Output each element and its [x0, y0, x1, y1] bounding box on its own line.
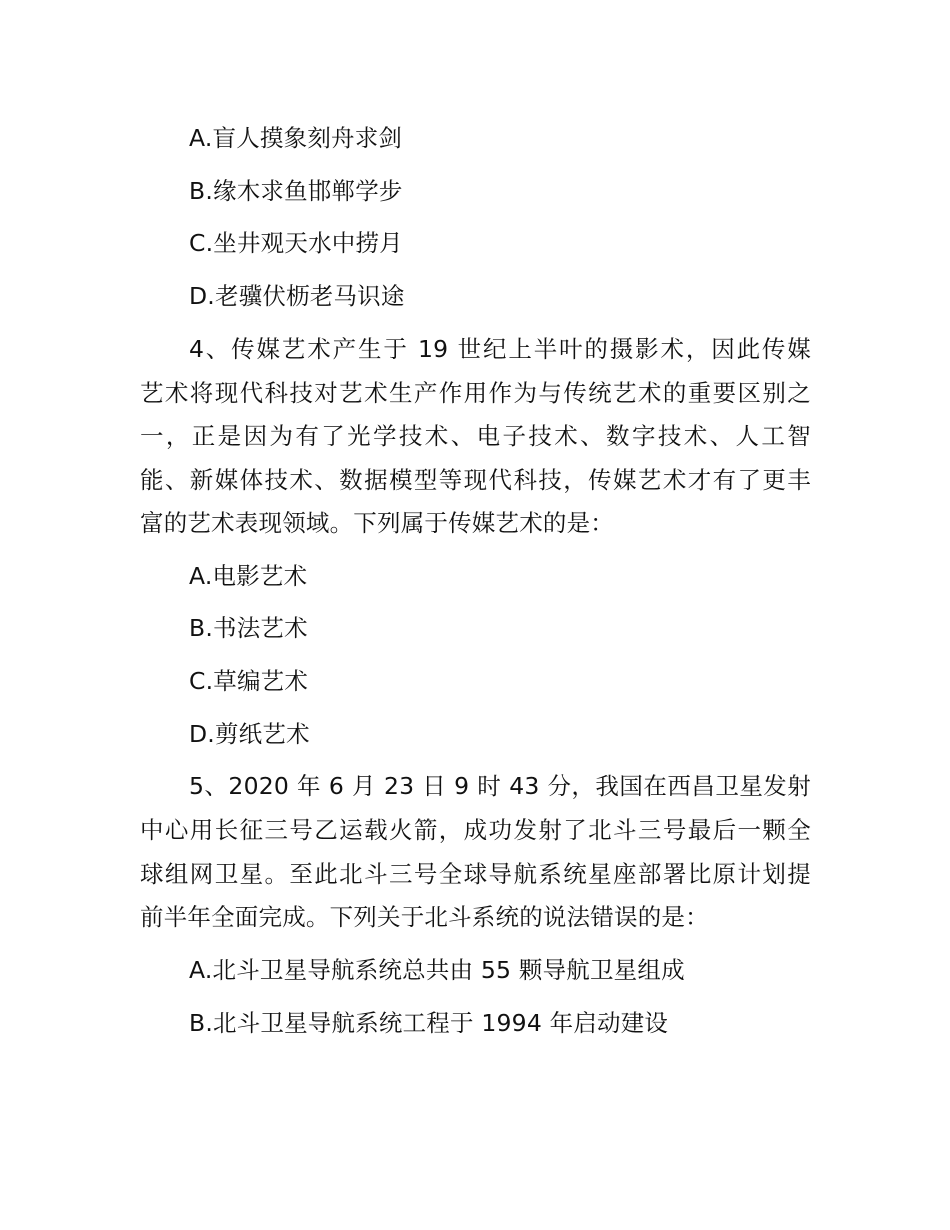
q3-option-b: B.缘木求鱼邯郸学步: [189, 177, 403, 205]
q4-stem-line-1: 4、传媒艺术产生于 19 世纪上半叶的摄影术，因此传媒: [189, 335, 811, 363]
q4-stem-line-5: 富的艺术表现领域。下列属于传媒艺术的是：: [140, 509, 614, 537]
q4-stem-line-4: 能、新媒体技术、数据模型等现代科技，传媒艺术才有了更丰: [140, 466, 811, 494]
q5-stem-line-1: 5、2020 年 6 月 23 日 9 时 43 分，我国在西昌卫星发射: [189, 772, 811, 800]
q5-option-a: A.北斗卫星导航系统总共由 55 颗导航卫星组成: [189, 956, 685, 984]
q4-option-a: A.电影艺术: [189, 562, 308, 590]
q5-stem-line-2: 中心用长征三号乙运载火箭，成功发射了北斗三号最后一颗全: [140, 816, 811, 844]
q5-stem-line-4: 前半年全面完成。下列关于北斗系统的说法错误的是：: [140, 903, 709, 931]
q4-option-d: D.剪纸艺术: [189, 720, 310, 748]
q3-option-d: D.老骥伏枥老马识途: [189, 282, 405, 310]
q4-stem-line-2: 艺术将现代科技对艺术生产作用作为与传统艺术的重要区别之: [140, 379, 811, 407]
q5-option-b: B.北斗卫星导航系统工程于 1994 年启动建设: [189, 1009, 669, 1037]
q4-option-b: B.书法艺术: [189, 614, 308, 642]
q3-option-c: C.坐井观天水中捞月: [189, 229, 403, 257]
q3-option-a: A.盲人摸象刻舟求剑: [189, 124, 403, 152]
q4-option-c: C.草编艺术: [189, 667, 309, 695]
q5-stem-line-3: 球组网卫星。至此北斗三号全球导航系统星座部署比原计划提: [140, 860, 811, 888]
q4-stem-line-3: 一，正是因为有了光学技术、电子技术、数字技术、人工智: [140, 422, 811, 450]
